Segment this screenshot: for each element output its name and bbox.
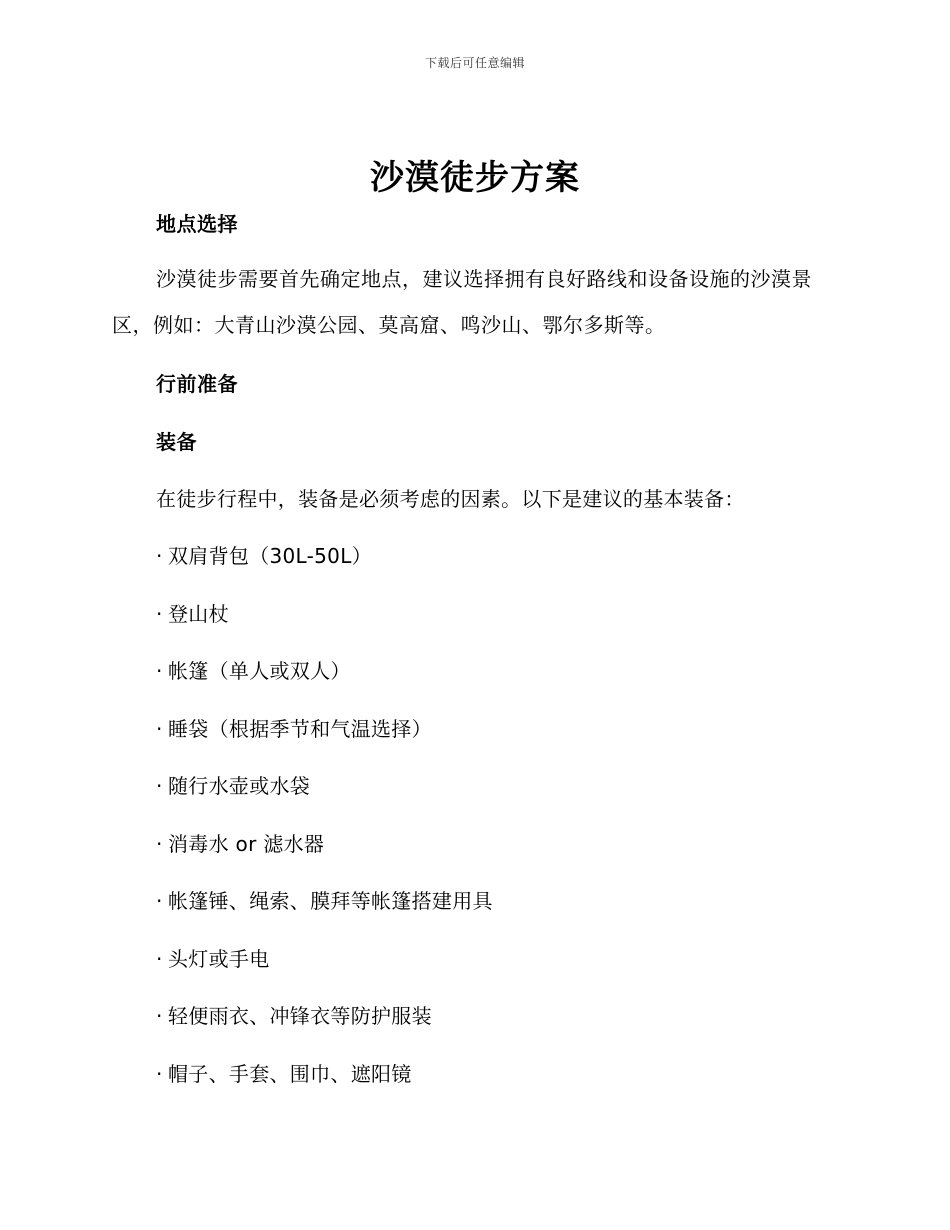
- list-item-text: 帽子、手套、围巾、遮阳镜: [168, 1062, 412, 1086]
- list-item: [156, 1000, 432, 1029]
- list-item: [156, 713, 432, 742]
- section-heading-equipment: 装备: [156, 430, 197, 454]
- list-item-text: 帐篷锤、绳索、膜拜等帐篷搭建用具: [168, 889, 493, 913]
- list-item: [156, 770, 310, 799]
- bullet-icon: ·: [156, 659, 163, 683]
- list-item-text: 消毒水 or 滤水器: [168, 832, 325, 856]
- list-item-text: 头灯或手电: [168, 947, 270, 971]
- bullet-icon: ·: [156, 947, 163, 971]
- bullet-icon: ·: [156, 1062, 163, 1086]
- list-item-text: 轻便雨衣、冲锋衣等防护服装: [168, 1004, 432, 1028]
- list-item: [156, 655, 351, 684]
- bullet-icon: ·: [156, 544, 163, 568]
- location-paragraph: 沙漠徒步需要首先确定地点，建议选择拥有良好路线和设备设施的沙漠景区，例如：大青山沙漠公园、莫高窟、鸣沙山、鄂尔多斯等。: [112, 267, 812, 337]
- list-item-text: 帐篷（单人或双人）: [168, 659, 351, 683]
- bullet-icon: ·: [156, 1004, 163, 1028]
- bullet-icon: ·: [156, 774, 163, 798]
- bullet-icon: ·: [156, 832, 163, 856]
- header-note: 下载后可任意编辑: [424, 56, 525, 70]
- bullet-icon: ·: [156, 602, 163, 626]
- bullet-icon: ·: [156, 889, 163, 913]
- list-item-text: 双肩背包（30L-50L）: [168, 544, 372, 568]
- document-title: 沙漠徒步方案: [370, 158, 580, 198]
- section-heading-preparation: 行前准备: [156, 372, 238, 396]
- list-item: [156, 885, 493, 914]
- bullet-icon: ·: [156, 717, 163, 741]
- list-item: [156, 943, 270, 972]
- list-item-text: 登山杖: [168, 602, 229, 626]
- list-item: [156, 1058, 412, 1087]
- list-item: [156, 598, 229, 627]
- list-item-text: 随行水壶或水袋: [168, 774, 311, 798]
- list-item: [156, 828, 324, 857]
- equipment-intro: 在徒步行程中，装备是必须考虑的因素。以下是建议的基本装备：: [156, 487, 745, 511]
- list-item-text: 睡袋（根据季节和气温选择）: [168, 717, 432, 741]
- section-heading-location: 地点选择: [156, 212, 238, 236]
- list-item: [156, 540, 372, 569]
